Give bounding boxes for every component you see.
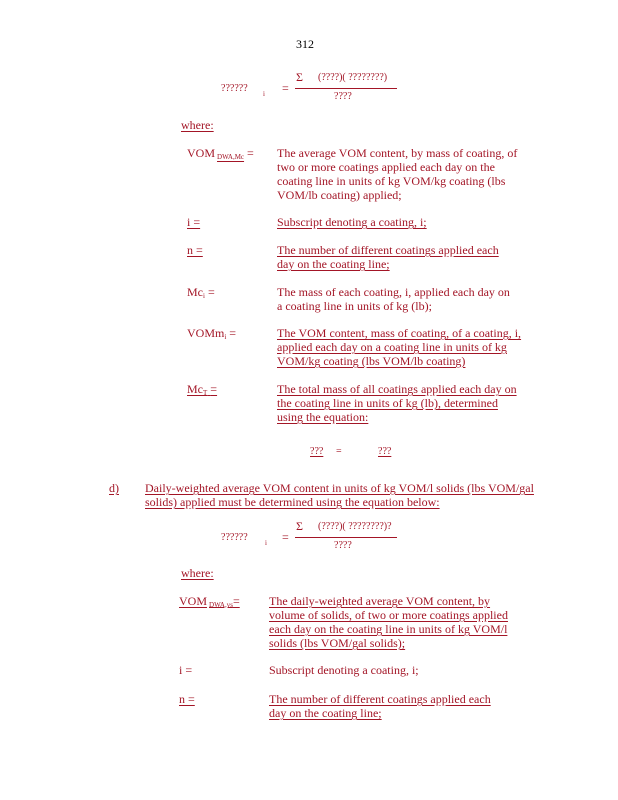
eq1-denominator: ???? (334, 91, 352, 102)
definition-i-2: Subscript denoting a coating, i; (269, 663, 419, 677)
term-eq: = (207, 285, 215, 299)
definition-i: Subscript denoting a coating, i; (277, 215, 427, 229)
term-n-2: n = (179, 692, 195, 706)
term-n: n = (187, 243, 203, 257)
definition-text: The VOM content, mass of coating, of a coating, i, applied each day on a coating line in units of kg VOM/kg coating (lbs VOM/lb coating) (277, 326, 522, 368)
eq2-sigma: Σ (296, 519, 303, 533)
eq1-fraction-bar (295, 88, 397, 89)
eq2-lhs-sub: i (265, 539, 267, 547)
definition-mc-i: The mass of each coating, i, applied each day on a coating line in units of kg (lb); (277, 285, 510, 313)
term-mc-t (187, 382, 217, 398)
term-eq: = (229, 326, 237, 340)
eq2-numerator: (????)( ????????)? (318, 521, 392, 532)
item-d-label: d) (109, 481, 119, 495)
term-subscript: T (203, 389, 208, 397)
term-vomm-i (187, 326, 236, 342)
term-symbol: Mc (187, 285, 203, 299)
definition-text: The daily-weighted average VOM content, by volume of solids, of two or more coatings applied each day on the coating line in units of kg VOM/l solids (lbs VOM/gal solids); (269, 594, 508, 650)
definition-vom-dwa-vs (269, 594, 519, 650)
term-i: i = (187, 215, 201, 229)
term-eq: = (210, 382, 218, 396)
eq-small-rhs: ??? (378, 446, 392, 457)
eq2-fraction-bar (295, 537, 397, 538)
term-mc-i (187, 285, 215, 301)
term-subscript: DWA,Mc (217, 153, 245, 161)
definition-vomm-i (277, 326, 522, 368)
where-label-2: where: (181, 566, 214, 580)
term-vom-dwa-vs (179, 594, 240, 610)
eq1-sigma: Σ (296, 70, 303, 84)
item-d-text: Daily-weighted average VOM content in units of kg VOM/l solids (lbs VOM/gal solids) applied must be determined using the equation below: (145, 481, 534, 509)
term-vom-dwa-mc (187, 146, 254, 162)
term-symbol: VOM (187, 146, 216, 160)
definition-n-2: The number of different coatings applied each day on the coating line; (269, 692, 491, 720)
definition-n: The number of different coatings applied each day on the coating line; (277, 243, 499, 271)
term-eq: = (247, 146, 254, 160)
page-number: 312 (296, 37, 314, 51)
eq2-lhs: ?????? (221, 532, 248, 543)
term-symbol: VOM (179, 594, 208, 608)
where-label-1: where: (181, 118, 214, 132)
eq-small-equals: = (336, 446, 342, 457)
term-symbol: VOMm (187, 326, 225, 340)
eq1-numerator: (????)( ????????) (318, 72, 388, 83)
eq2-denominator: ???? (334, 540, 352, 551)
eq1-equals: = (282, 81, 289, 95)
term-subscript: i (203, 292, 205, 300)
eq1-lhs: ?????? (221, 83, 248, 94)
eq2-equals: = (282, 530, 289, 544)
term-symbol: Mc (187, 382, 203, 396)
eq-small-lhs: ??? (310, 446, 324, 457)
definition-mc-t: The total mass of all coatings applied each day on the coating line in units of kg (lb), determined using the equation: (277, 382, 517, 424)
term-subscript: DWA,vs (209, 601, 233, 609)
term-eq: = (232, 594, 240, 608)
term-subscript: i (224, 333, 227, 341)
term-i-2: i = (179, 663, 193, 677)
definition-vom-dwa-mc: The average VOM content, by mass of coating, of two or more coatings applied each day on the coating line in units of kg VOM/kg coating (lbs VOM/lb coating) applied; (277, 146, 518, 202)
eq1-lhs-sub: i (263, 90, 265, 98)
